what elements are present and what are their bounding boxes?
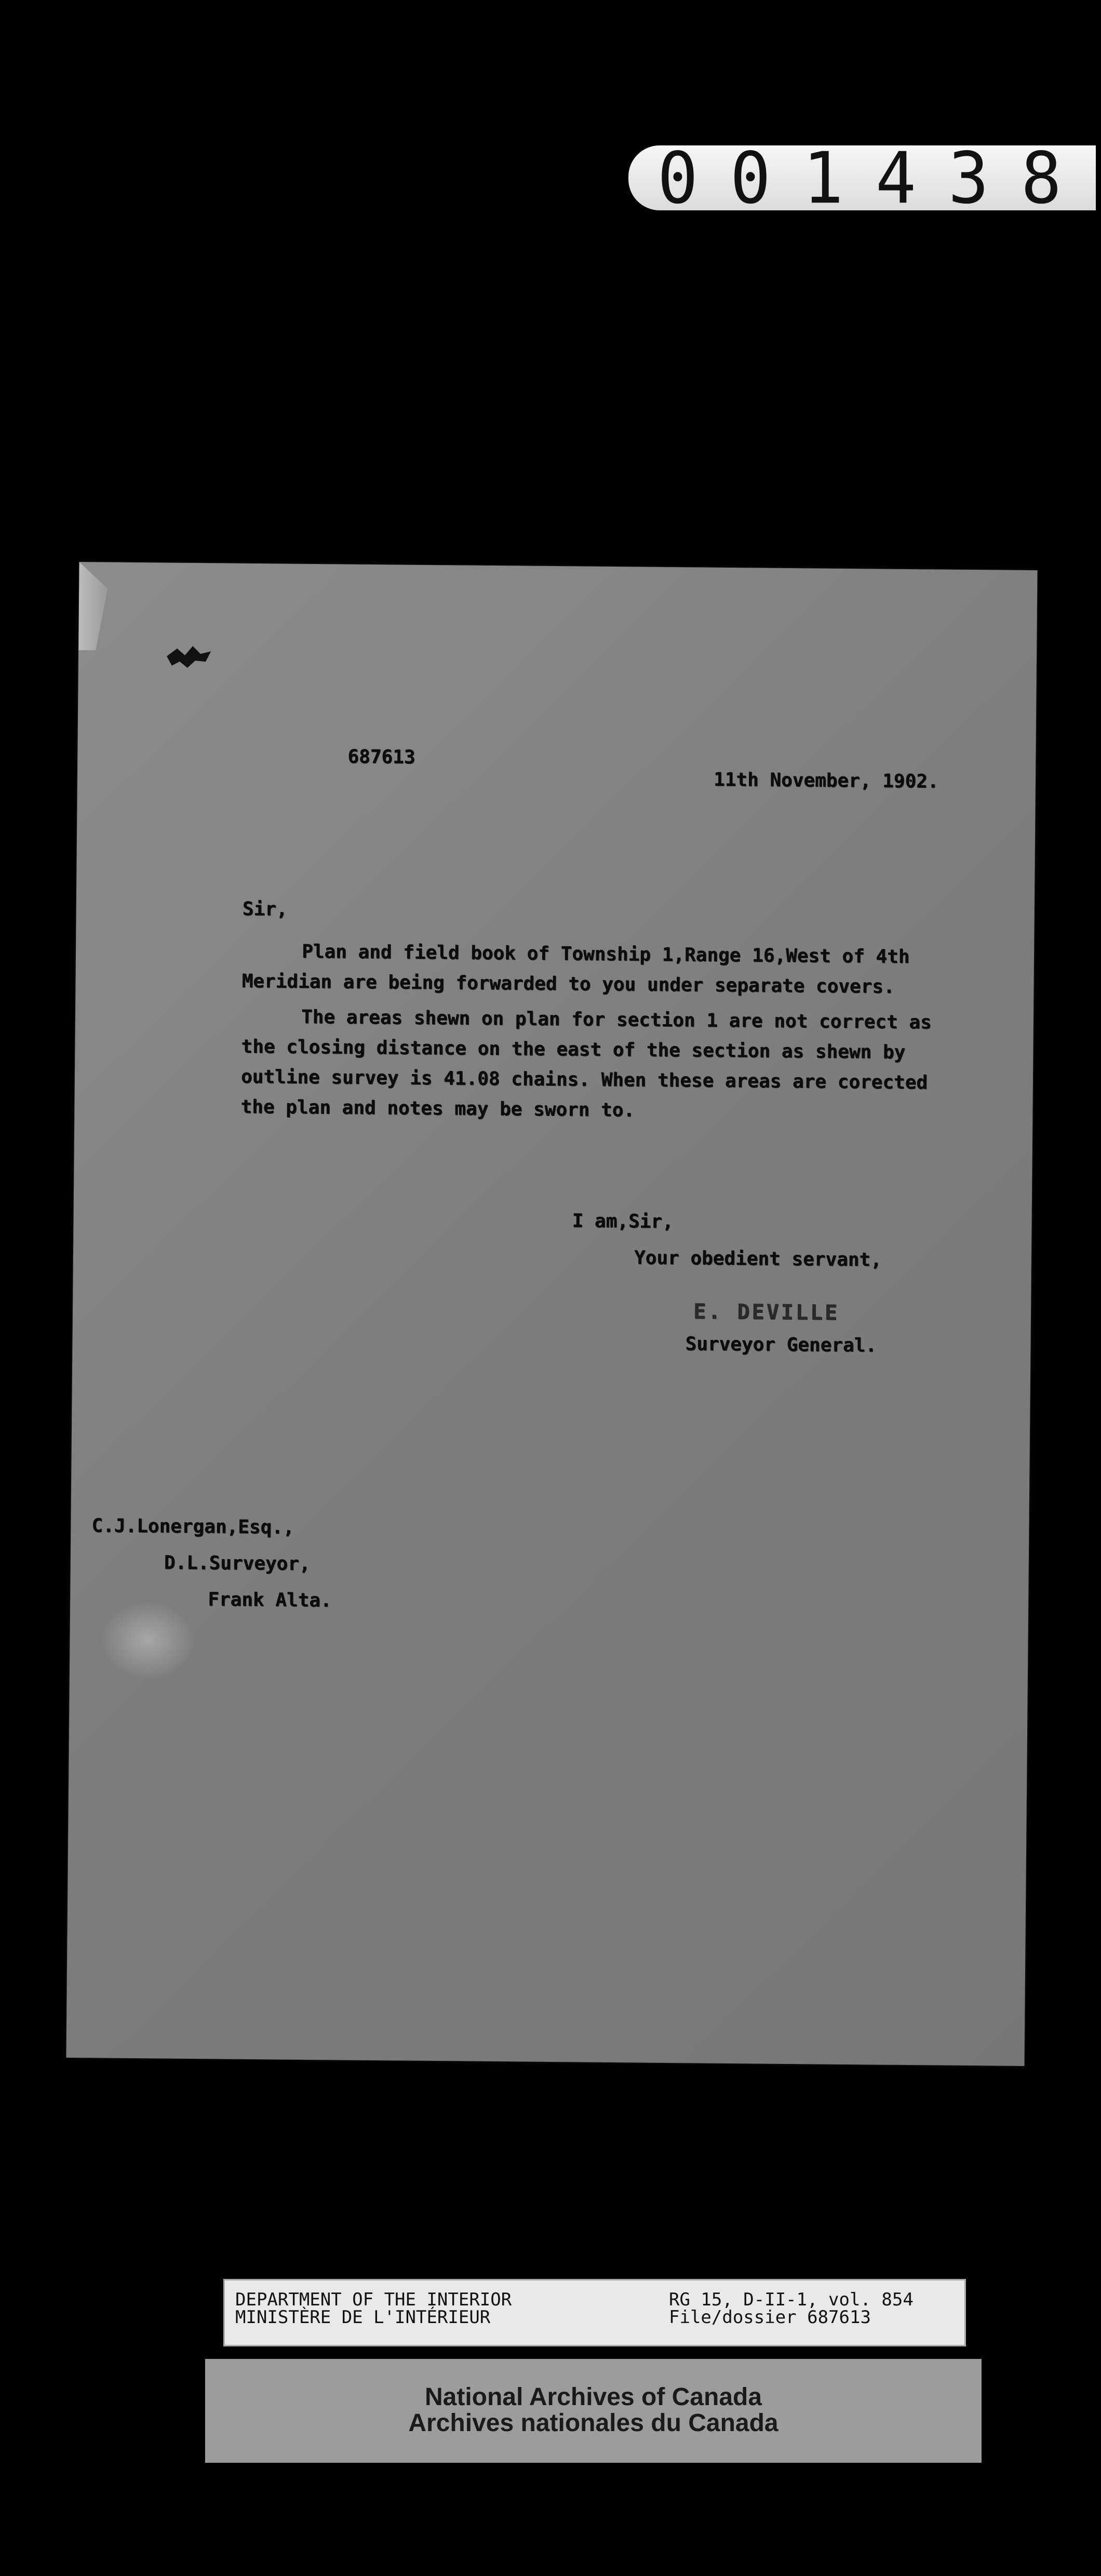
signature-stamp: E. DEVILLE (693, 1299, 840, 1325)
frame-counter (628, 136, 1096, 220)
body-line: the plan and notes may be sworn to. (240, 1096, 635, 1121)
addressee-line: C.J.Lonergan,Esq., (91, 1515, 294, 1538)
frame-digit: 0 (657, 136, 704, 220)
archive-reference-label (223, 2279, 966, 2346)
addressee-line: Frank Alta. (207, 1589, 332, 1612)
body-line: Plan and field book of Township 1,Range 16,West of 4th (301, 941, 910, 968)
folded-corner (78, 562, 108, 650)
archive-file: File/dossier 687613 (669, 2307, 871, 2328)
closing-line: I am,Sir, (572, 1210, 674, 1233)
department-en: DEPARTMENT OF THE INTERIOR (235, 2289, 512, 2310)
frame-digit: 0 (730, 136, 776, 220)
archive-name-en: National Archives of Canada (424, 2383, 762, 2411)
salutation: Sir, (242, 898, 288, 920)
signature-title: Surveyor General. (685, 1333, 877, 1357)
frame-digit: 4 (875, 136, 922, 220)
file-number: 687613 (347, 746, 415, 768)
body-line: the closing distance on the east of the section as shewn by (241, 1036, 906, 1063)
body-line: Meridian are being forwarded to you under separate covers. (241, 970, 895, 998)
frame-digit: 3 (948, 136, 995, 220)
frame-digit: 8 (1021, 136, 1067, 220)
body-line: outline survey is 41.08 chains. When these areas are corected (240, 1066, 928, 1094)
closing-line: Your obedient servant, (634, 1247, 882, 1271)
department-fr: MINISTÈRE DE L'INTÉRIEUR (235, 2307, 491, 2328)
addressee-line: D.L.Surveyor, (164, 1552, 311, 1575)
stain (101, 1601, 195, 1680)
letter-sheet (66, 562, 1037, 2066)
archive-name-fr: Archives nationales du Canada (408, 2409, 778, 2437)
frame-digit: 1 (802, 136, 849, 220)
letter-date: 11th November, 1902. (713, 769, 939, 793)
archive-reference: RG 15, D-II-1, vol. 854 (669, 2289, 914, 2310)
body-line: The areas shewn on plan for section 1 are not correct as (301, 1006, 932, 1034)
archive-banner (205, 2359, 982, 2463)
ink-mark-icon (162, 635, 219, 677)
